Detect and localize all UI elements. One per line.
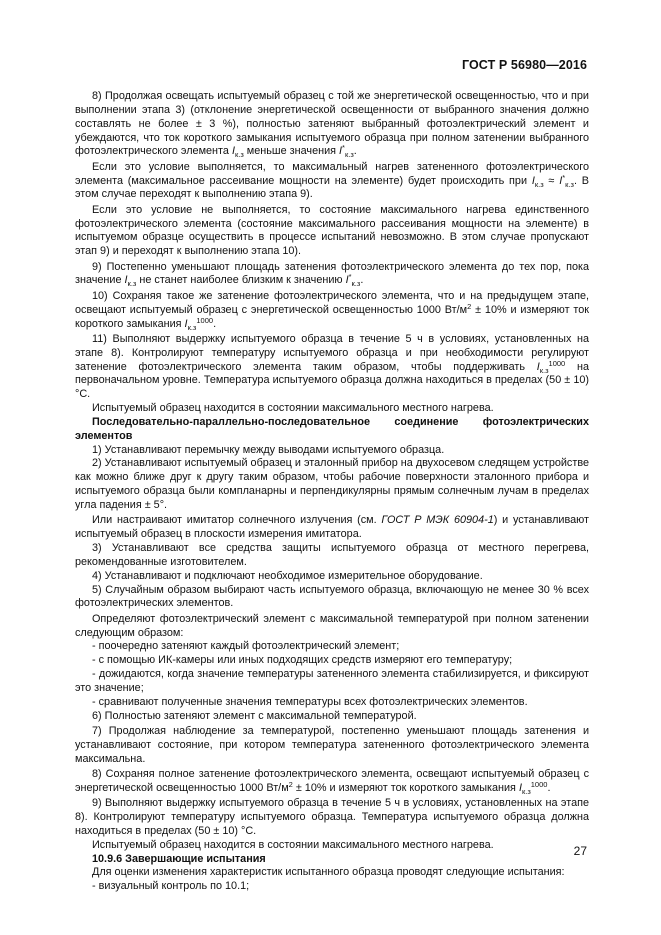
paragraph-step-9: 9) Постепенно уменьшают площадь затенения фотоэлектрического элемента до тех пор, пока значение $I_{к.з}$ не станет наиболее близким к значению $I^*_{к.з}$. bbox=[75, 260, 589, 289]
paragraph-final-tests: Для оценки изменения характеристик испытанного образца проводят следующие испытания: bbox=[92, 866, 565, 879]
subsection-heading-series-parallel: Последовательно-параллельно-последовательное соединение фотоэлектрических элементов bbox=[75, 415, 589, 442]
paragraph-step-1: 1) Устанавливают перемычку между выводами испытуемого образца. bbox=[92, 443, 445, 456]
paragraph-step-4: 4) Устанавливают и подключают необходимое измерительное оборудование. bbox=[92, 569, 483, 582]
paragraph-step-7: 7) Продолжая наблюдение за температурой, постепенно уменьшают площадь затенения и устанавливают состояние, при котором температура затененного фотоэлектрического элемента максимальна. bbox=[75, 724, 589, 765]
list-item: - сравнивают полученные значения температуры всех фотоэлектрических элементов. bbox=[92, 695, 528, 708]
paragraph-step-6: 6) Полностью затеняют элемент с максимальной температурой. bbox=[92, 709, 417, 722]
paragraph-simulator: Или настраивают имитатор солнечного излучения (см. ГОСТ Р МЭК 60904-1) и устанавливают испытуемый образец в плоскости измерения имитатора. bbox=[75, 514, 589, 541]
paragraph-max-heating-1: Испытуемый образец находится в состоянии максимального местного нагрева. bbox=[92, 402, 494, 415]
paragraph-determine-element: Определяют фотоэлектрический элемент с максимальной температурой при полном затенении следующим образом: bbox=[75, 612, 589, 639]
paragraph-step-3: 3) Устанавливают все средства защиты испытуемого образца от местного перегрева, рекомендованные изготовителем. bbox=[75, 542, 589, 568]
symbol-i: I bbox=[231, 145, 235, 158]
list-item: - поочередно затеняют каждый фотоэлектрический элемент; bbox=[92, 640, 400, 653]
page-number: 27 bbox=[573, 844, 587, 858]
list-item: - дожидаются, когда значение температуры затененного элемента стабилизируется, и фиксируют это значение; bbox=[75, 668, 589, 694]
paragraph-step-8: 8) Продолжая освещать испытуемый образец с той же энергетической освещенностью, что и при выполнении этапа 3) (отклонение энергетической освещенности от выбранного значения должно составлять не более ± 3 %), полностью затеняют выбранный фотоэлектрический элемент и убеждаются, что ток короткого замыкания испытуемого образца при полном затенении выбранного фотоэлектрического элемента $I_{к.з}$ меньше значения $I^*_{к.з}$. bbox=[75, 90, 589, 160]
paragraph-step-2: 2) Устанавливают испытуемый образец и эталонный прибор на двухосевом следящем устройстве как можно ближе друг к другу таким образом, чтобы рабочие поверхности эталонного прибора и испытуемого образца были компланарны и перпендикулярны прямым солнечным лучам в пределах угла падения ± 5°. bbox=[75, 457, 589, 511]
paragraph-step-10: 10) Сохраняя такое же затенение фотоэлектрического элемента, что и на предыдущем этапе, освещают испытуемый образец с энергетической освещенностью 1000 $Вт/м^2 \pm 10\%$ и измеряют ток короткого замыкания $I_{к.з}^{1000}$. bbox=[75, 289, 590, 332]
paragraph-condition-met: Если это условие выполняется, то максимальный нагрев затененного фотоэлектрического элемента (максимальное рассеивание мощности на элементе) будет происходить при $I_{к.з} \approx I^*_{к.з}$. В этом случае переходят к выполнению этапа 9). bbox=[75, 160, 589, 201]
paragraph-step-9b: 9) Выполняют выдержку испытуемого образца в течение 5 ч в условиях, установленных на этапе 8). Контролируют температуру испытуемого образца. Температура испытуемого образца должна находиться в пределах (50 ± 10) °С. bbox=[75, 797, 589, 837]
paragraph-step-5: 5) Случайным образом выбирают часть испытуемого образца, включающую не менее 30 % всех фотоэлектрических элементов. bbox=[75, 583, 589, 610]
list-item: - с помощью ИК-камеры или иных подходящих средств измеряют его температуру; bbox=[92, 654, 513, 667]
paragraph-step-8b: 8) Сохраняя полное затенение фотоэлектрического элемента, освещают испытуемый образец с энергетической освещенностью 1000 $Вт/м^2 \pm 10\%$ и измеряют ток короткого замыкания $I_{к.з}^{1000}$. bbox=[75, 768, 589, 796]
document-standard-header: ГОСТ Р 56980—2016 bbox=[461, 58, 587, 72]
paragraph-max-heating-2: Испытуемый образец находится в состоянии максимального местного нагрева. bbox=[92, 838, 494, 851]
section-heading: 10.9.6 Завершающие испытания bbox=[92, 852, 266, 865]
reference-standard: ГОСТ Р МЭК 60904-1 bbox=[381, 514, 494, 527]
paragraph-condition-not-met: Если это условие не выполняется, то состояние максимального нагрева единственного фотоэлектрического элемента (состояние максимального рассеивания мощности на элементе) в испытуемом образце осуществить в процессе испытаний невозможно. В этом случае пропускают этап 9) и переходят к выполнению этапа 10). bbox=[75, 203, 589, 258]
list-item: - визуальный контроль по 10.1; bbox=[92, 880, 250, 893]
page-body bbox=[75, 90, 589, 894]
paragraph-step-11: 11) Выполняют выдержку испытуемого образца в течение 5 ч в условиях, установленных на этапе 8). Контролируют температуру испытуемого образца и при необходимости регулируют затенение фотоэлектрического элемента таким образом, чтобы поддерживать $I_{к.з}^{1000}$ на первоначальном уровне. Температура испытуемого образца должна находиться в пределах (50 ± 10) °С. bbox=[75, 332, 589, 401]
